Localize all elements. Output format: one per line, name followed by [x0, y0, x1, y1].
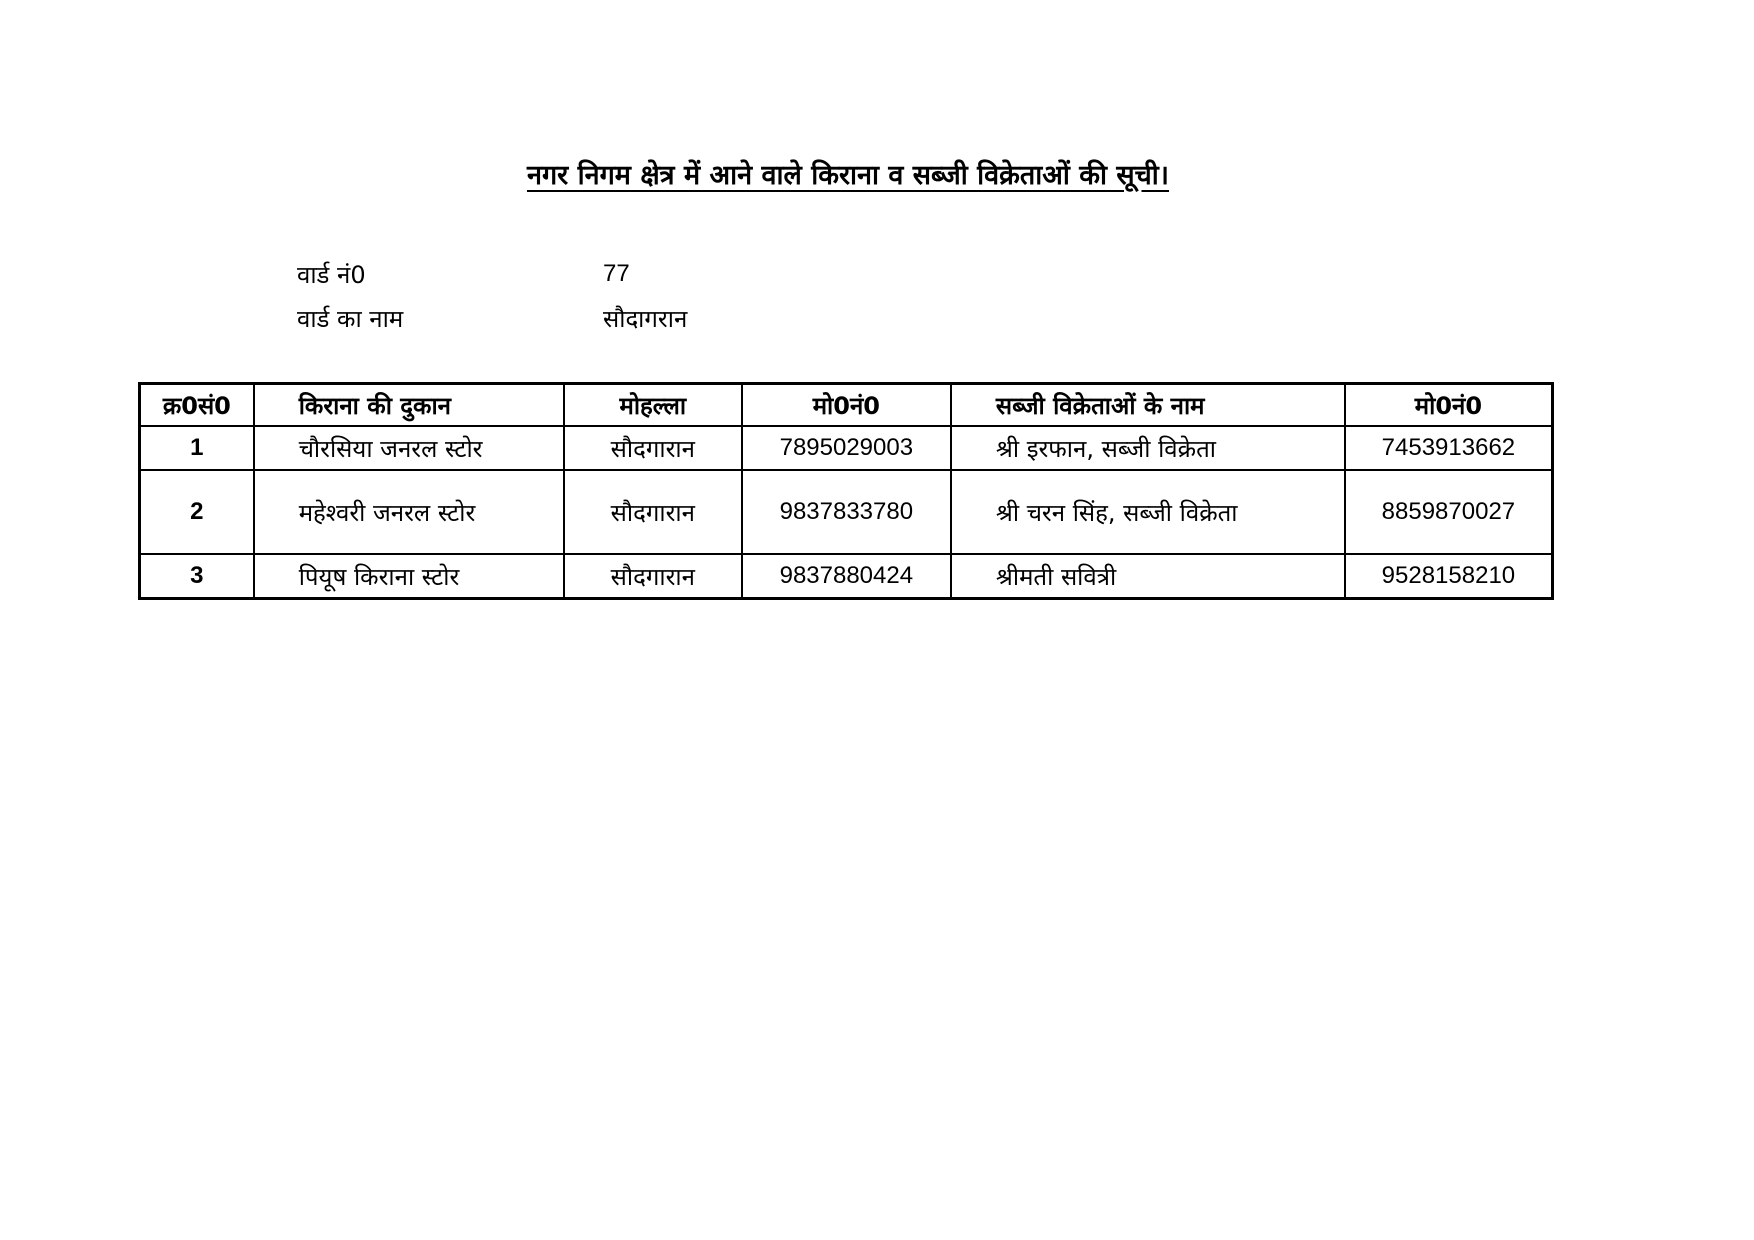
cell-serial-number: 2 [140, 470, 254, 554]
cell-vendor-name: श्री चरन सिंह, सब्जी विक्रेता [951, 470, 1345, 554]
cell-shop-name: चौरसिया जनरल स्टोर [254, 426, 564, 470]
cell-locality: सौदगारान [564, 470, 742, 554]
table-row [140, 426, 1553, 470]
table-row [140, 554, 1553, 599]
header-serial-number: क्र0सं0 [140, 384, 254, 427]
ward-name-label: वार्ड का नाम [297, 304, 404, 333]
cell-shop-name: महेश्वरी जनरल स्टोर [254, 470, 564, 554]
cell-shop-mobile: 9837880424 [742, 554, 951, 599]
cell-shop-name: पियूष किराना स्टोर [254, 554, 564, 599]
cell-shop-mobile: 7895029003 [742, 426, 951, 470]
header-vegetable-vendor: सब्जी विक्रेताओं के नाम [951, 384, 1345, 427]
vendor-table [138, 382, 1554, 600]
table-row [140, 470, 1553, 554]
cell-locality: सौदगारान [564, 554, 742, 599]
ward-number-label: वार्ड नं0 [297, 260, 366, 289]
ward-name-row [297, 296, 803, 340]
ward-name-value: सौदागरान [603, 305, 688, 333]
cell-serial-number: 1 [140, 426, 254, 470]
cell-vendor-name: श्रीमती सवित्री [951, 554, 1345, 599]
cell-shop-mobile: 9837833780 [742, 470, 951, 554]
header-locality: मोहल्ला [564, 384, 742, 427]
cell-vendor-mobile: 7453913662 [1345, 426, 1553, 470]
cell-vendor-mobile: 8859870027 [1345, 470, 1553, 554]
ward-number-row [297, 252, 803, 296]
ward-number-value: 77 [603, 260, 630, 287]
cell-vendor-name: श्री इरफान, सब्जी विक्रेता [951, 426, 1345, 470]
ward-info [297, 252, 803, 340]
cell-serial-number: 3 [140, 554, 254, 599]
header-vendor-mobile: मो0नं0 [1345, 384, 1553, 427]
cell-locality: सौदगारान [564, 426, 742, 470]
header-grocery-shop: किराना की दुकान [254, 384, 564, 427]
header-shop-mobile: मो0नं0 [742, 384, 951, 427]
table-header-row [140, 384, 1553, 427]
cell-vendor-mobile: 9528158210 [1345, 554, 1553, 599]
document-title: नगर निगम क्षेत्र में आने वाले किराना व सब्जी विक्रेताओं की सूची। [526, 160, 1170, 191]
